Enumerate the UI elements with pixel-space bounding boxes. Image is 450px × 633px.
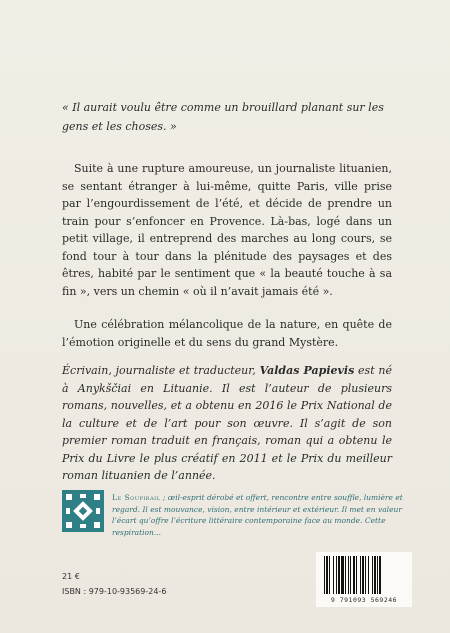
- bio-intro: Écrivain, journaliste et traducteur,: [62, 364, 260, 377]
- bio-text: est né à Anykščiai en Lituanie. Il est l’auteur de plusieurs romans, nouvelles, et a obtenu en 2016 le Prix National de la culture et de l’art pour son œuvre. Il s’agit de son premier roman traduit en français, roman qui a obtenu le Prix du Livre le plus créatif en 2011 et le Prix du meilleur roman lituanien de l’année.: [62, 364, 392, 482]
- collection-block: [62, 490, 407, 540]
- collection-description: [112, 492, 407, 538]
- collection-text: ; œil-esprit dérobé et offert, rencontre entre souffle, lumière et regard. Il est mouvance, vision, entre intérieur et extérieur. Il met en valeur l’écart qu’offre l’écriture littéraire contemporaine face au monde. Cette respiration...: [112, 493, 403, 537]
- isbn: ISBN : 979-10-93569-24-6: [62, 587, 167, 596]
- book-summary: [62, 160, 392, 367]
- barcode: [316, 552, 412, 607]
- barcode-number: 9 791093 569246: [330, 596, 398, 604]
- summary-paragraph-1: Suite à une rupture amoureuse, un journaliste lituanien, se sentant étranger à lui-même, quitte Paris, ville prise par l’engourdissement de l’été, et décide de prendre un train pour s’enfoncer en Provence. Là-bas, logé dans un petit village, il entreprend des marches au long cours, se fond tour à tour dans la plénitude des paysages et des êtres, habité par le sentiment que « la beauté touche à sa fin », vers un chemin « où il n’avait jamais été ».: [62, 162, 392, 298]
- author-name: Valdas Papievis: [259, 364, 355, 377]
- price: 21 €: [62, 572, 80, 581]
- barcode-bars-icon: [322, 556, 406, 596]
- collection-name: Le Soupirail: [112, 493, 161, 502]
- summary-paragraph-2: Une célébration mélancolique de la nature, en quête de l’émotion originelle et du sens du grand Mystère.: [62, 318, 392, 349]
- author-biography: [62, 362, 392, 485]
- collection-emblem-icon: [62, 490, 104, 532]
- epigraph-quote: « Il aurait voulu être comme un brouillard planant sur les gens et les choses. »: [62, 101, 384, 133]
